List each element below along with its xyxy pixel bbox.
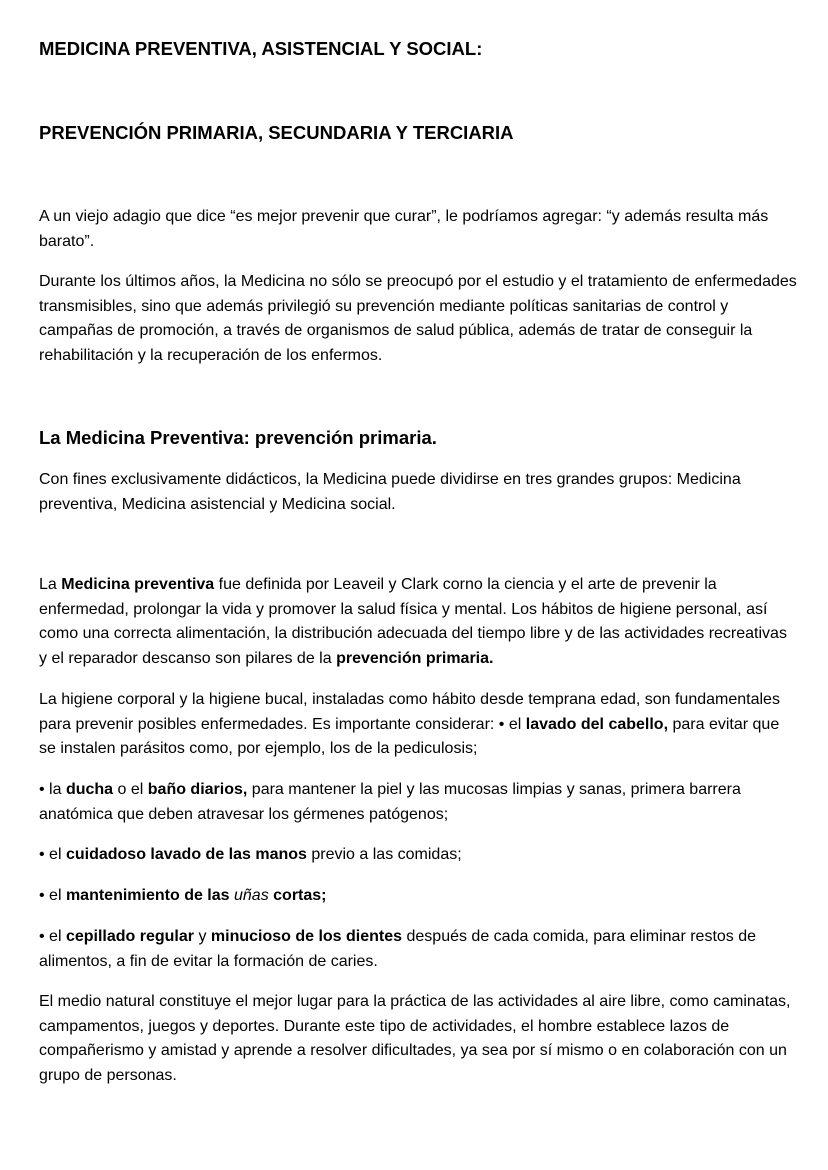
text-run: • la <box>39 781 66 798</box>
text-run: para mantener la piel y las mucosas limpias y sanas, primera barrera anatómica que deben atravesar los gérmenes patógenos; <box>39 781 741 823</box>
text-run: después de cada comida, para eliminar restos de alimentos, a fin de evitar la formación de caries. <box>39 928 757 970</box>
bold-term: baño diarios, <box>147 781 248 798</box>
intro-paragraph-2: Durante los últimos años, la Medicina no sólo se preocupó por el estudio y el tratamiento de enfermedades transmisibles, sino que además privilegió su prevención mediante políticas sanitarias de control y campañas de promoción, a través de organismos de salud pública, además de tratar de conseguir la rehabilitación y la recuperación de los enfermos. <box>39 273 797 364</box>
bold-term: cuidadoso lavado de las manos <box>65 846 307 863</box>
bold-term: Medicina preventiva <box>61 576 215 593</box>
text-run: fue definida por Leaveil y Clark corno la ciencia y el arte de prevenir la enfermedad, prolongar la vida y promover la salud física y mental. Los hábitos de higiene personal, así como una correcta alimentación, la distribución adecuada del tiempo libre y de las actividades recreativas y el reparador descanso son pilares de la <box>39 576 787 667</box>
bold-term: minucioso de los dientes <box>210 928 403 945</box>
text-run: previo a las comidas; <box>306 846 462 863</box>
text-run: • el <box>39 846 66 863</box>
text-run: • el <box>39 887 66 904</box>
bold-term: mantenimiento de las <box>65 887 234 904</box>
text-run: • el <box>39 928 66 945</box>
document-title: MEDICINA PREVENTIVA, ASISTENCIAL Y SOCIAL: <box>39 38 483 59</box>
section-heading: La Medicina Preventiva: prevención primaria. <box>39 427 437 448</box>
intro-paragraph-1: A un viejo adagio que dice “es mejor prevenir que curar”, le podríamos agregar: “y además resulta más barato”. <box>39 208 769 250</box>
document-subtitle: PREVENCIÓN PRIMARIA, SECUNDARIA Y TERCIARIA <box>39 122 514 143</box>
bold-term: lavado del cabello, <box>525 715 669 733</box>
section-paragraph-3 <box>39 688 799 762</box>
bullet-unas <box>39 884 799 909</box>
bold-term: cepillado regular <box>65 928 194 945</box>
text-run: o el <box>113 781 148 798</box>
bullet-manos <box>39 843 799 868</box>
text-run: y <box>194 928 211 945</box>
section-paragraph-2 <box>39 573 799 671</box>
section-paragraph-1: Con fines exclusivamente didácticos, la Medicina puede dividirse en tres grandes grupos: Medicina preventiva, Medicina asistencial y Medicina social. <box>39 471 741 513</box>
text-run: La higiene corporal y la higiene bucal, instaladas como hábito desde temprana edad, son fundamentales para prevenir posibles enfermedades. Es importante considerar: • el <box>39 691 780 733</box>
bold-term: cortas; <box>268 887 327 904</box>
bullet-dientes <box>39 925 799 974</box>
bullet-ducha <box>39 778 799 827</box>
bold-term: prevención primaria. <box>336 649 494 667</box>
italic-term: uñas <box>234 887 269 904</box>
bold-term: ducha <box>65 781 114 798</box>
text-run: La <box>39 576 62 593</box>
final-paragraph: El medio natural constituye el mejor lugar para la práctica de las actividades al aire libre, como caminatas, campamentos, juegos y deportes. Durante este tipo de actividades, el hombre establece lazos de compañerismo y amistad y aprende a resolver dificultades, ya sea por sí mismo o en colaboración con un grupo de personas. <box>39 993 791 1084</box>
text-run: para evitar que se instalen parásitos como, por ejemplo, los de la pediculosis; <box>39 715 780 757</box>
